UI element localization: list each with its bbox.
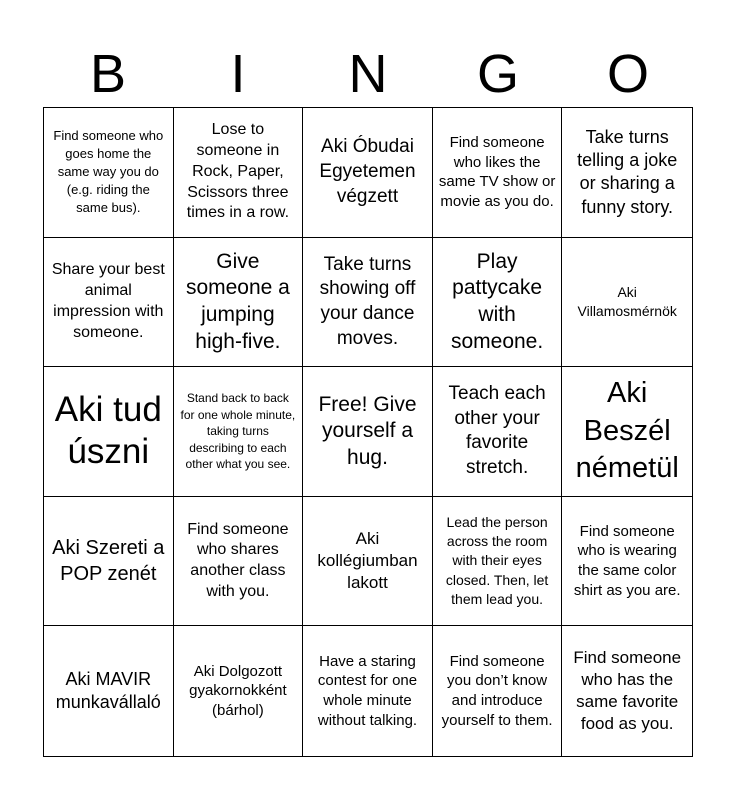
bingo-cell-r5c1[interactable]: Aki MAVIR munkavállaló: [44, 626, 174, 756]
bingo-cell-r3c5[interactable]: Aki Beszél németül: [562, 367, 692, 497]
header-letter-o: O: [606, 44, 649, 104]
bingo-cell-r2c1[interactable]: Share your best animal impression with someone.: [44, 238, 174, 368]
bingo-cell-r1c1[interactable]: Find someone who goes home the same way you do (e.g. riding the same bus).: [44, 108, 174, 238]
bingo-cell-r4c1[interactable]: Aki Szereti a POP zenét: [44, 497, 174, 627]
bingo-header: [43, 40, 693, 108]
header-letter-i: I: [230, 44, 246, 104]
bingo-cell-r5c4[interactable]: Find someone you don’t know and introduce yourself to them.: [433, 626, 563, 756]
bingo-cell-r1c4[interactable]: Find someone who likes the same TV show or movie as you do.: [433, 108, 563, 238]
bingo-cell-r1c2[interactable]: Lose to someone in Rock, Paper, Scissors three times in a row.: [174, 108, 304, 238]
bingo-cell-r1c5[interactable]: Take turns telling a joke or sharing a funny story.: [562, 108, 692, 238]
bingo-cell-r5c3[interactable]: Have a staring contest for one whole minute without talking.: [303, 626, 433, 756]
bingo-cell-r2c2[interactable]: Give someone a jumping high-five.: [174, 238, 304, 368]
header-letter-g: G: [476, 44, 519, 104]
bingo-cell-r2c3[interactable]: Take turns showing off your dance moves.: [303, 238, 433, 368]
bingo-cell-r3c4[interactable]: Teach each other your favorite stretch.: [433, 367, 563, 497]
bingo-cell-r3c1[interactable]: Aki tud úszni: [44, 367, 174, 497]
bingo-cell-r2c5[interactable]: Aki Villamosmérnök: [562, 238, 692, 368]
bingo-cell-r5c2[interactable]: Aki Dolgozott gyakornokként (bárhol): [174, 626, 304, 756]
bingo-cell-r4c3[interactable]: Aki kollégiumban lakott: [303, 497, 433, 627]
header-letter-n: N: [348, 44, 388, 104]
bingo-cell-r2c4[interactable]: Play pattycake with someone.: [433, 238, 563, 368]
bingo-cell-r3c2[interactable]: Stand back to back for one whole minute, taking turns describing to each other what you see.: [174, 367, 304, 497]
bingo-cell-r4c2[interactable]: Find someone who shares another class with you.: [174, 497, 304, 627]
header-letter-b: B: [89, 44, 127, 104]
bingo-cell-r3c3[interactable]: Free! Give yourself a hug.: [303, 367, 433, 497]
bingo-board: [43, 107, 693, 757]
bingo-cell-r4c4[interactable]: Lead the person across the room with their eyes closed. Then, let them lead you.: [433, 497, 563, 627]
bingo-cell-r4c5[interactable]: Find someone who is wearing the same color shirt as you are.: [562, 497, 692, 627]
bingo-cell-r5c5[interactable]: Find someone who has the same favorite food as you.: [573, 648, 682, 734]
bingo-cell-r1c3[interactable]: Aki Óbudai Egyetemen végzett: [303, 108, 433, 238]
